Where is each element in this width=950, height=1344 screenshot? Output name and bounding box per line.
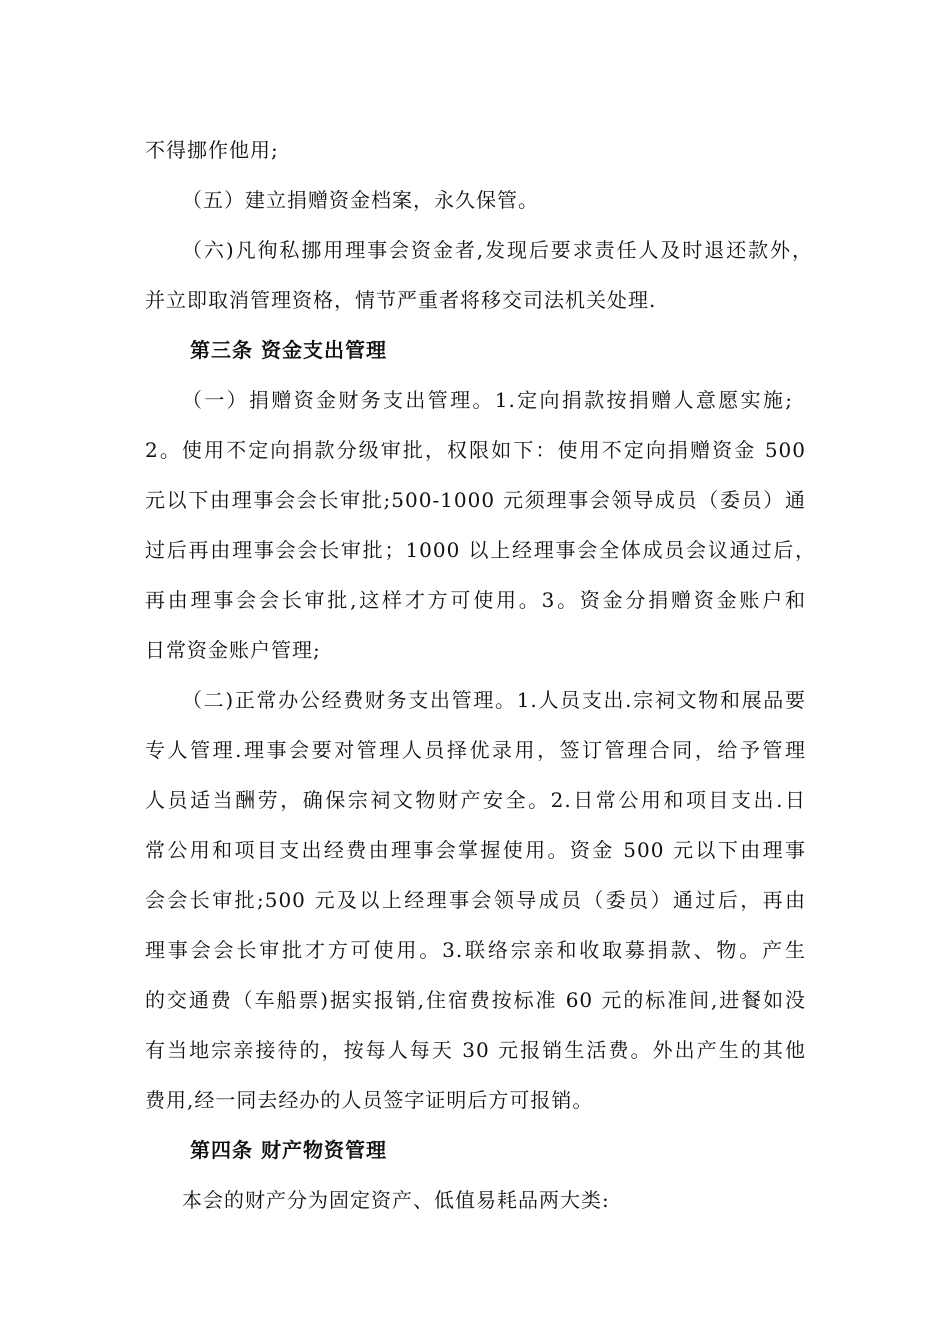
text-line: 元以下由理事会会长审批;500-1000 元须理事会领导成员（委员）通 xyxy=(145,488,806,512)
text-line: 2。使用不定向捐款分级审批，权限如下：使用不定向捐赠资金 500 xyxy=(145,438,806,462)
text-line: 会会长审批;500 元及以上经理事会领导成员（委员）通过后，再由 xyxy=(145,888,806,912)
text-line: 人员适当酬劳，确保宗祠文物财产安全。2.日常公用和项目支出.日 xyxy=(145,788,806,812)
text-line: （一）捐赠资金财务支出管理。1.定向捐款按捐赠人意愿实施; xyxy=(182,388,793,412)
text-line: 日常资金账户管理; xyxy=(145,638,321,662)
text-line: 理事会会长审批才方可使用。3.联络宗亲和收取募捐款、物。产生 xyxy=(145,938,806,962)
text-line: （五）建立捐赠资金档案，永久保管。 xyxy=(182,188,539,212)
text-line: 不得挪作他用; xyxy=(145,138,279,162)
text-line: 过后再由理事会会长审批；1000 以上经理事会全体成员会议通过后， xyxy=(145,538,816,562)
section-heading: 第四条 财产物资管理 xyxy=(190,1138,387,1162)
text-line: （六)凡徇私挪用理事会资金者,发现后要求责任人及时退还款外， xyxy=(182,238,813,262)
text-line: 并立即取消管理资格，情节严重者将移交司法机关处理. xyxy=(145,288,657,312)
text-line: 有当地宗亲接待的，按每人每天 30 元报销生活费。外出产生的其他 xyxy=(145,1038,806,1062)
text-line: 再由理事会会长审批,这样才方可使用。3。资金分捐赠资金账户和 xyxy=(145,588,806,612)
text-line: （二)正常办公经费财务支出管理。1.人员支出.宗祠文物和展品要 xyxy=(182,688,806,712)
text-line: 本会的财产分为固定资产、低值易耗品两大类: xyxy=(182,1188,610,1212)
text-line: 的交通费（车船票)据实报销,住宿费按标准 60 元的标准间,进餐如没 xyxy=(145,988,806,1012)
text-line: 专人管理.理事会要对管理人员择优录用，签订管理合同，给予管理 xyxy=(145,738,806,762)
text-line: 常公用和项目支出经费由理事会掌握使用。资金 500 元以下由理事 xyxy=(145,838,806,862)
text-line: 费用,经一同去经办的人员签字证明后方可报销。 xyxy=(145,1088,594,1112)
section-heading: 第三条 资金支出管理 xyxy=(190,338,387,362)
